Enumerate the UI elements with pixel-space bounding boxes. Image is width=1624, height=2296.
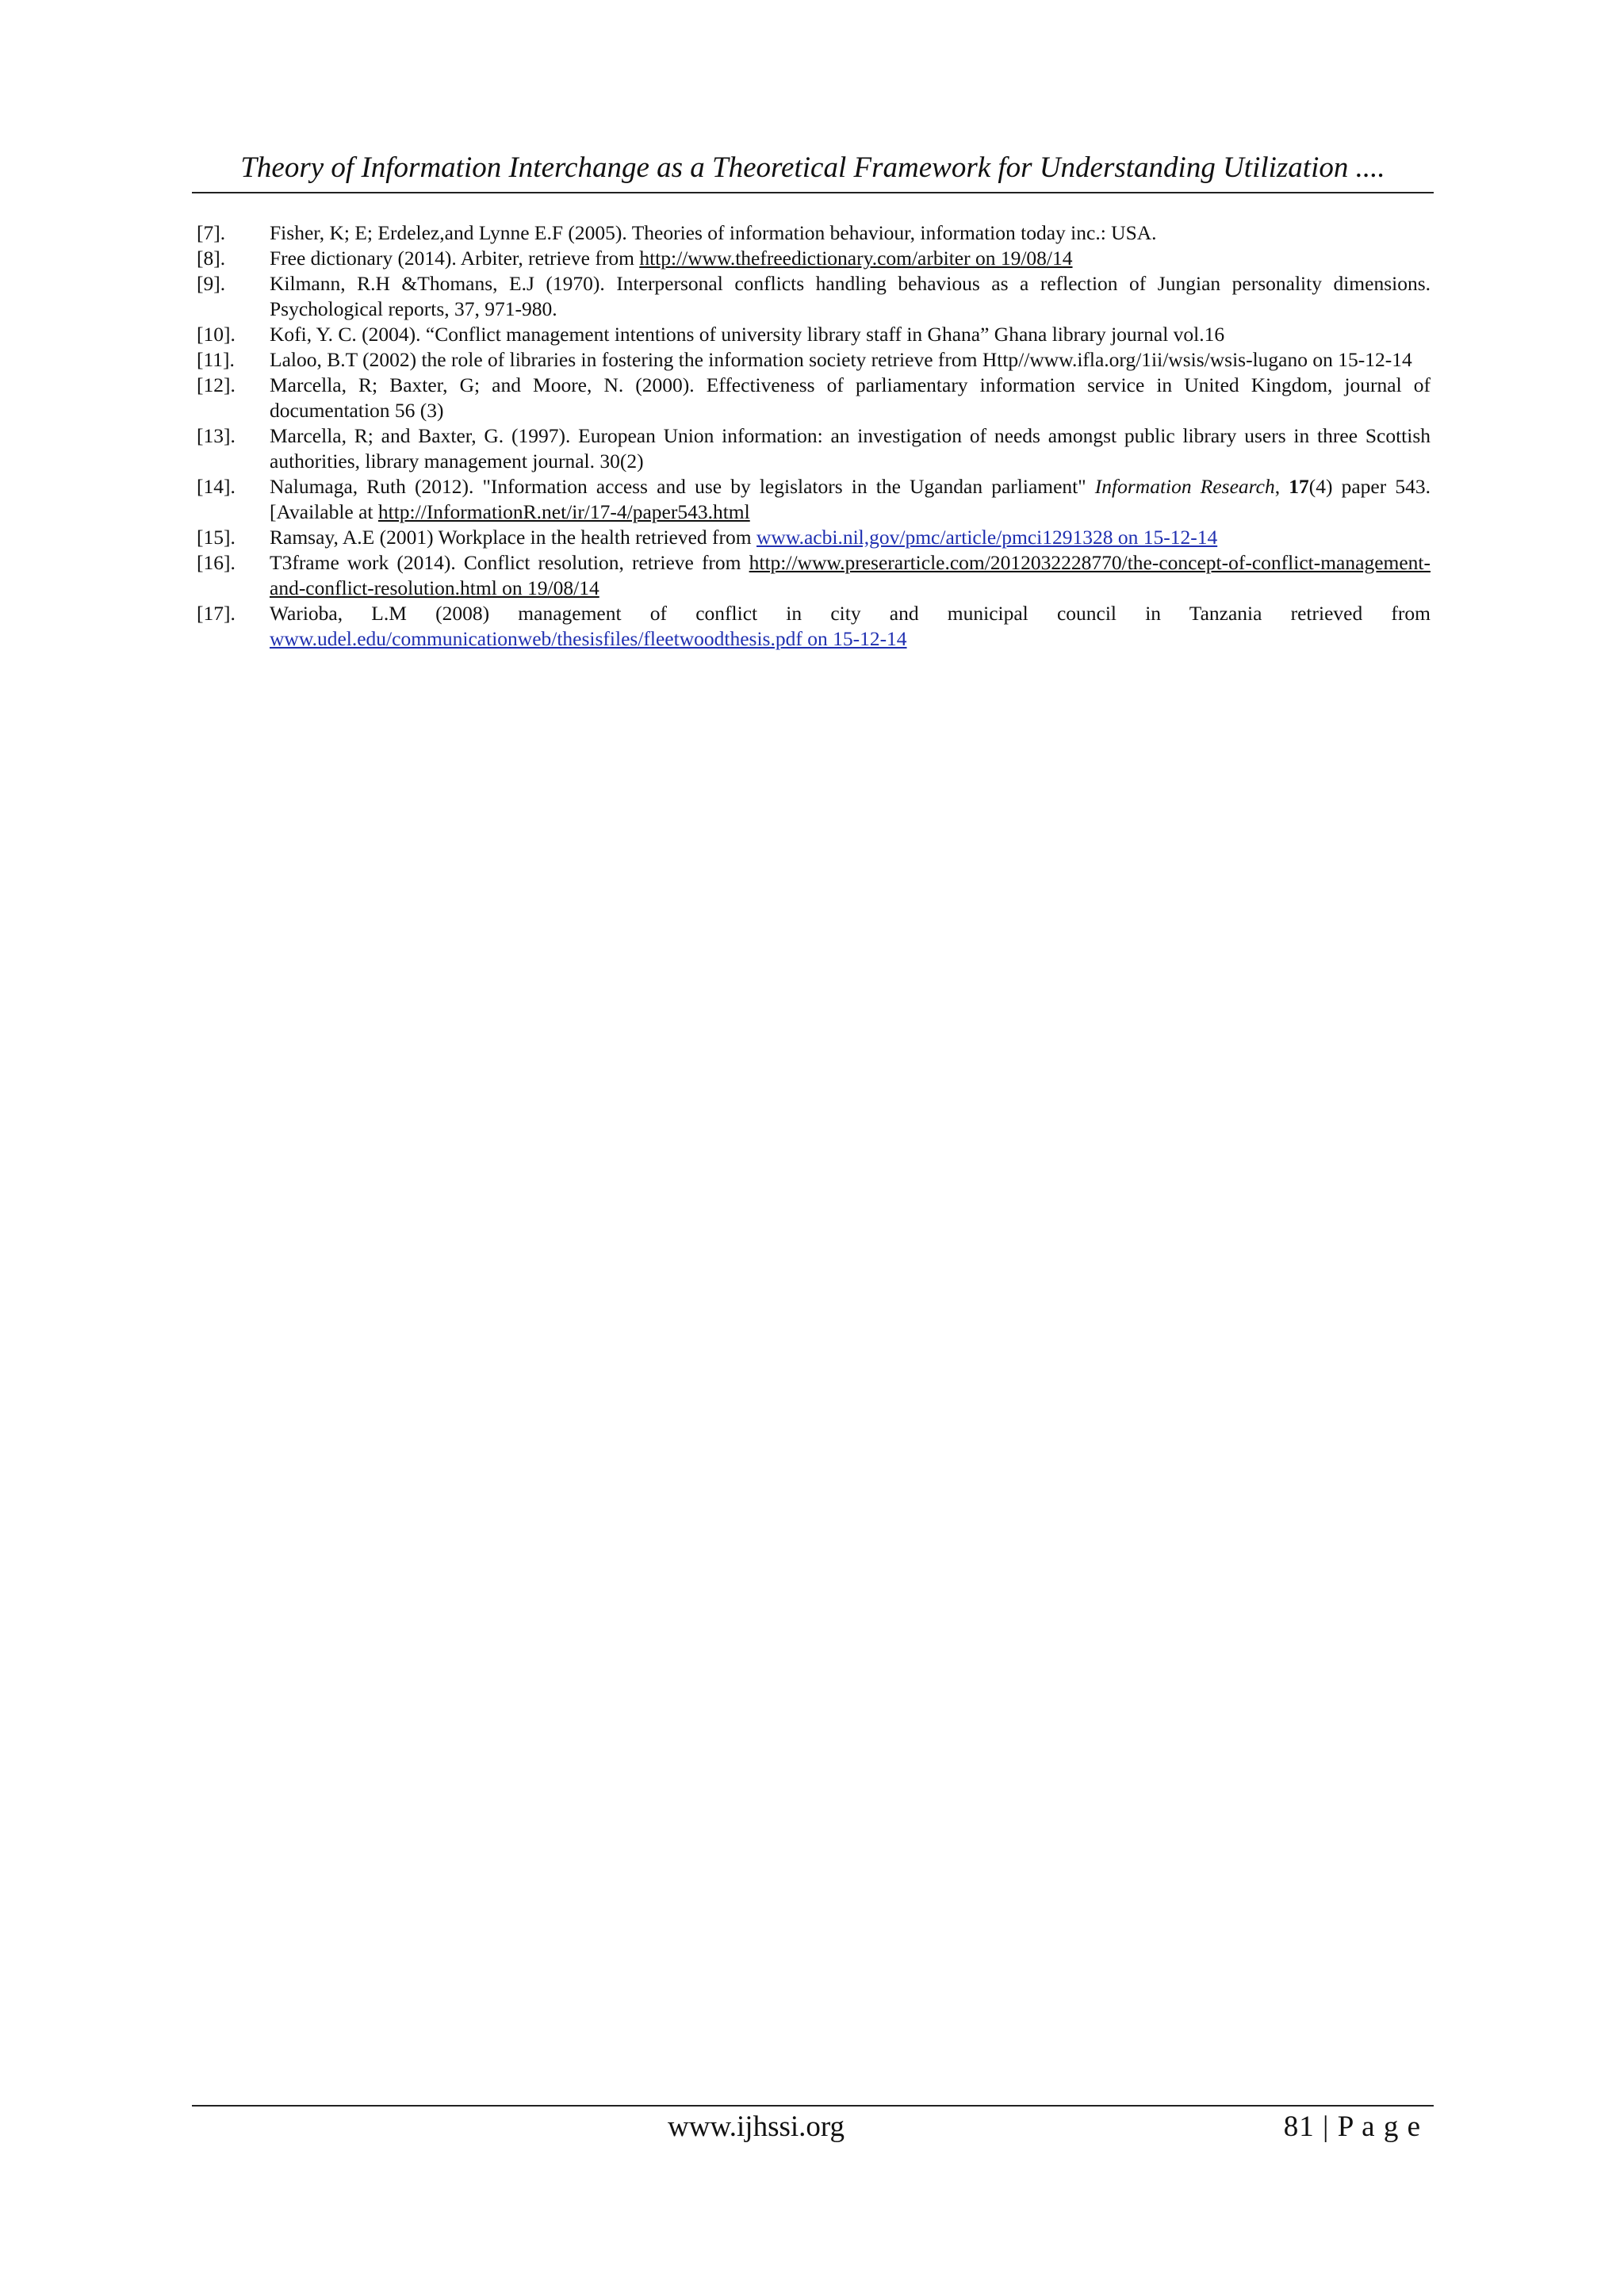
reference-text-segment: Nalumaga, Ruth (2012). "Information access and use by legislators in the Ugandan parliament" [270,475,1095,498]
reference-text [270,601,1431,652]
reference-text-segment: Fisher, K; E; Erdelez,and Lynne E.F (2005). Theories of information behaviour, information today inc.: USA. [270,221,1157,244]
reference-text [270,550,1431,601]
reference-text-segment: Warioba, L.M (2008) management of conflict in city and municipal council in Tanzania retrieved from [270,602,1431,625]
running-header-title: Theory of Information Interchange as a Theoretical Framework for Understanding Utilization .... [240,151,1385,184]
reference-item [197,373,1431,423]
reference-item [197,322,1431,347]
reference-link[interactable]: www.acbi.nil,gov/pmc/article/pmci1291328 on 15-12-14 [756,526,1218,549]
reference-item [197,474,1431,525]
footer-page-number: 81 | P a g e [1283,2110,1421,2143]
reference-text [270,347,1431,373]
reference-text-segment: T3frame work (2014). Conflict resolution, retrieve from [270,551,749,574]
reference-number: [12]. [197,373,236,396]
reference-link[interactable]: www.udel.edu/communicationweb/thesisfiles/fleetwoodthesis.pdf on 15-12-14 [270,627,907,650]
reference-item [197,601,1431,652]
footer-rule [192,2105,1434,2107]
reference-item [197,423,1431,474]
reference-text-segment: Ramsay, A.E (2001) Workplace in the health retrieved from [270,526,757,549]
reference-text-segment: Kilmann, R.H &Thomans, E.J (1970). Interpersonal conflicts handling behavious as a reflection of Jungian personality dimensions. Psychological reports, 37, 971-980. [270,272,1431,320]
reference-number: [15]. [197,526,236,549]
reference-number: [7]. [197,221,226,244]
reference-link[interactable]: http://www.preserarticle.com/2012032228770/the-concept-of-conflict-management-and-conflict-resolution.html on 19/08/14 [270,551,1431,599]
reference-number: [11]. [197,348,235,371]
reference-link[interactable]: http://www.thefreedictionary.com/arbiter on 19/08/14 [639,247,1073,270]
reference-text [270,246,1431,271]
reference-number: [13]. [197,424,236,447]
header-rule [192,192,1434,193]
reference-number: [16]. [197,551,236,574]
reference-text-segment: Kofi, Y. C. (2004). “Conflict management intentions of university library staff in Ghana” Ghana library journal vol.16 [270,323,1225,346]
reference-text [270,373,1431,423]
reference-number: [9]. [197,272,226,295]
reference-item [197,550,1431,601]
reference-number: [17]. [197,602,236,625]
reference-text [270,271,1431,322]
reference-text [270,322,1431,347]
footer-website[interactable]: www.ijhssi.org [668,2110,845,2143]
reference-text [270,525,1431,550]
reference-text [270,474,1431,525]
reference-link[interactable]: http://InformationR.net/ir/17-4/paper543.html [377,500,750,523]
reference-item [197,525,1431,550]
reference-number: [8]. [197,247,226,270]
reference-item [197,246,1431,271]
reference-text-segment: , [1274,475,1289,498]
reference-text-segment: (4) paper 543. [Available at [270,475,1431,523]
reference-text [270,423,1431,474]
reference-number: [14]. [197,475,236,498]
reference-item [197,220,1431,246]
reference-item [197,271,1431,322]
reference-text [270,220,1431,246]
reference-text-segment: Laloo, B.T (2002) the role of libraries in fostering the information society retrieve from Http//www.ifla.org/1ii/wsis/wsis-lugano on 15-12-14 [270,348,1412,371]
reference-journal-title: Information Research [1094,475,1275,498]
reference-text-segment: Marcella, R; Baxter, G; and Moore, N. (2000). Effectiveness of parliamentary information service in United Kingdom, journal of documentation 56 (3) [270,373,1431,422]
reference-text-segment: Marcella, R; and Baxter, G. (1997). European Union information: an investigation of needs amongst public library users in three Scottish authorities, library management journal. 30(2) [270,424,1431,473]
reference-text-segment: Free dictionary (2014). Arbiter, retrieve from [270,247,640,270]
reference-number: [10]. [197,323,236,346]
reference-volume: 17 [1289,475,1309,498]
reference-item [197,347,1431,373]
reference-list [197,220,1431,652]
